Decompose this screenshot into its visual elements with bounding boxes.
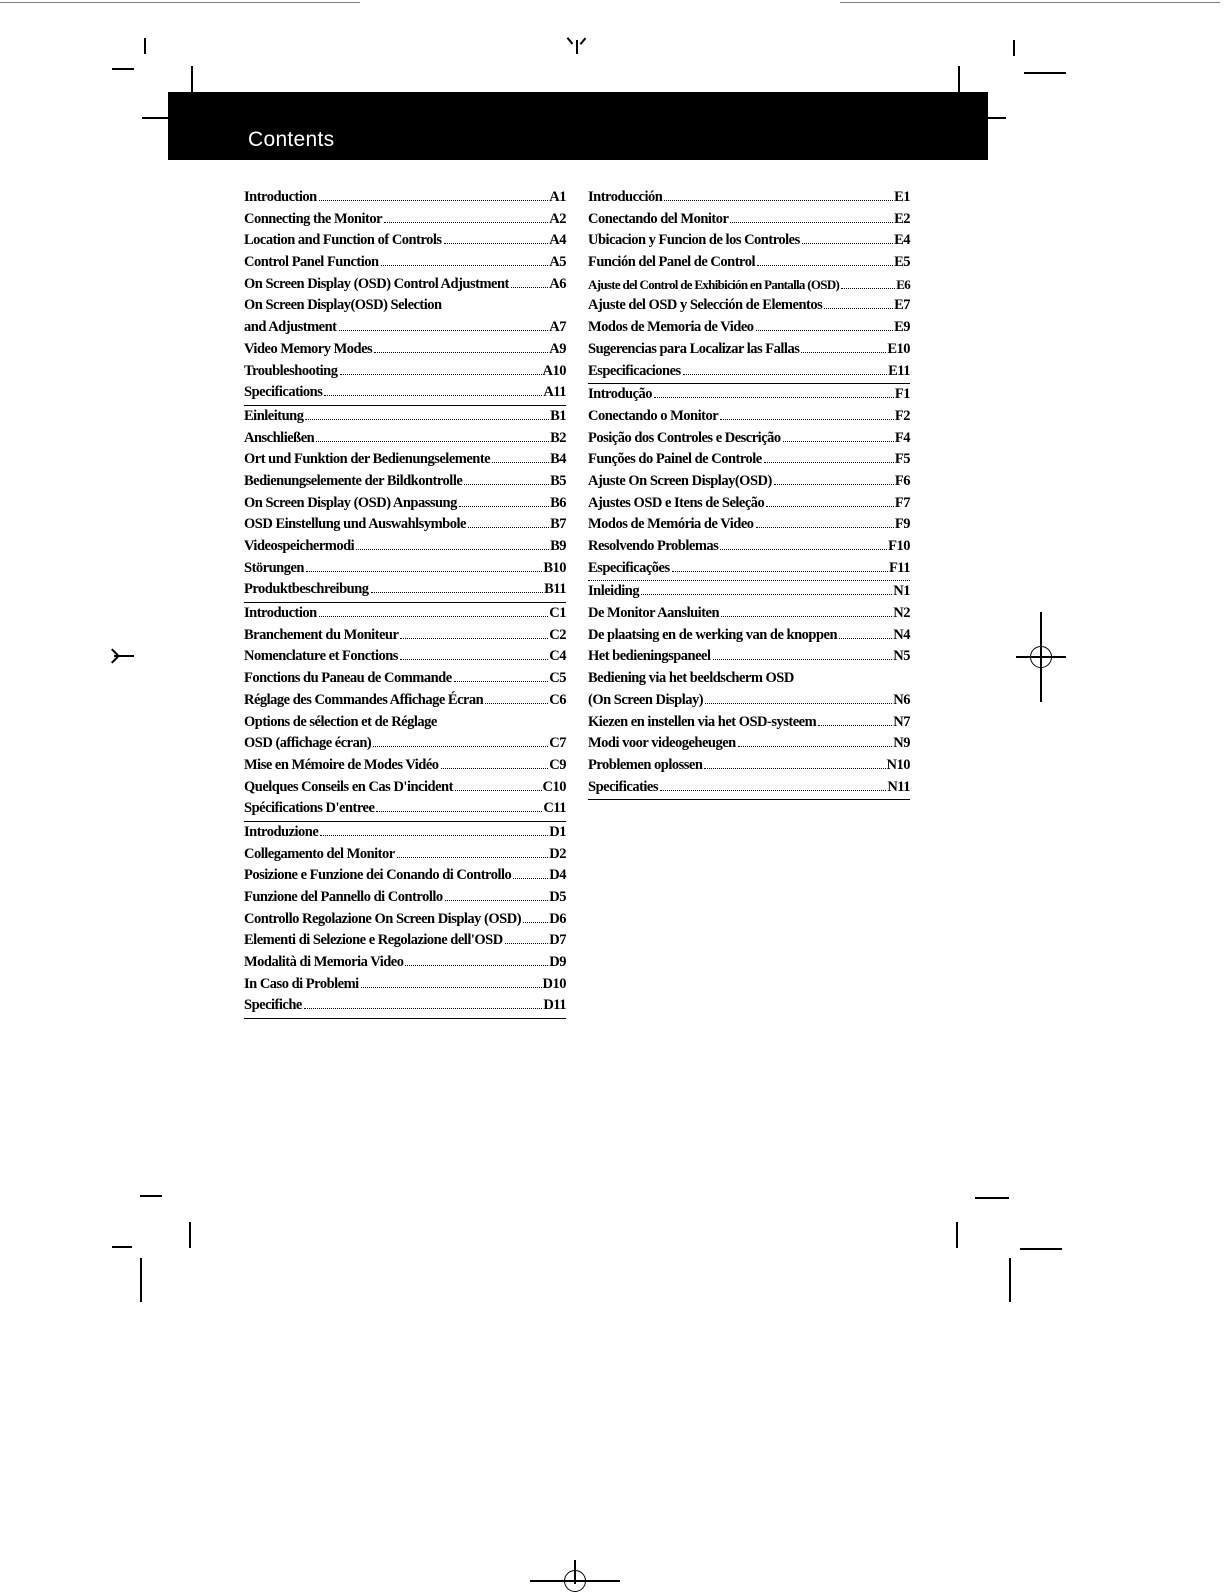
- toc-entry-title: OSD (affichage écran): [244, 735, 372, 752]
- dot-leader: [672, 571, 888, 572]
- dot-leader: [464, 484, 549, 485]
- dot-leader: [683, 374, 887, 375]
- toc-entry-page: E5: [894, 254, 910, 271]
- dot-leader: [664, 200, 893, 201]
- toc-section: [588, 187, 910, 384]
- toc-entry-title: Ajuste del OSD y Selección de Elementos: [588, 297, 823, 314]
- toc-entry-title: Posição dos Controles e Descrição: [588, 429, 781, 446]
- toc-entry-page: B7: [550, 516, 566, 533]
- dot-leader: [705, 703, 892, 704]
- toc-entry-page: E7: [894, 297, 910, 314]
- toc-entry-title: Inleiding: [588, 583, 640, 600]
- toc-entry-page: D7: [549, 932, 566, 949]
- toc-entry-title: Quelques Conseils en Cas D'incident: [244, 778, 453, 795]
- toc-entry-title: Introduzione: [244, 823, 319, 840]
- toc-entry: [588, 471, 910, 493]
- toc-entry: [588, 449, 910, 471]
- toc-entry-title: Bediening via het beeldscherm OSD: [588, 670, 794, 687]
- toc-entry: [244, 382, 566, 404]
- toc-entry: [244, 844, 566, 866]
- page-title: Contents: [248, 128, 335, 151]
- toc-entry-page: A5: [549, 254, 566, 271]
- toc-entry-title: On Screen Display (OSD) Control Adjustment: [244, 275, 509, 292]
- crop-mark: [988, 117, 1006, 119]
- toc-entry-page: N7: [893, 713, 910, 730]
- dot-leader: [454, 681, 549, 682]
- toc-entry-title: Video Memory Modes: [244, 340, 373, 357]
- toc-entry-page: E1: [894, 189, 910, 205]
- toc-entry-page: F4: [894, 429, 910, 446]
- dot-leader: [324, 395, 542, 396]
- toc-entry-title: Elementi di Selezione e Regolazione dell'OSD: [244, 932, 503, 949]
- dot-leader: [397, 857, 549, 858]
- toc-entry-page: E9: [894, 319, 910, 336]
- toc-entry-page: A11: [543, 384, 566, 401]
- toc-entry-page: B4: [550, 451, 566, 468]
- dot-leader: [513, 878, 548, 879]
- crop-mark: [142, 117, 168, 119]
- toc-entry-title: Troubleshooting: [244, 362, 338, 379]
- dot-leader: [381, 265, 549, 266]
- dot-leader: [373, 746, 548, 747]
- toc-entry-title: Modi voor videogeheugen: [588, 735, 736, 752]
- toc-entry-page: N1: [893, 583, 910, 600]
- toc-entry: [588, 317, 910, 339]
- toc-entry: [588, 209, 910, 231]
- dot-leader: [374, 352, 548, 353]
- toc-entry: [588, 558, 910, 580]
- toc-entry-page: E4: [894, 232, 910, 249]
- crop-mark: [975, 1197, 1009, 1199]
- toc-entry: [244, 646, 566, 668]
- toc-entry: [588, 295, 910, 317]
- toc-entry: [244, 777, 566, 799]
- toc-section: [244, 822, 566, 1019]
- toc-entry-title: Controllo Regolazione On Screen Display (OSD): [244, 910, 522, 927]
- dot-leader: [400, 659, 548, 660]
- toc-entry-title: Modos de Memoria de Video: [588, 319, 754, 336]
- toc-entry-page: D10: [542, 975, 566, 992]
- toc-entry-page: B6: [550, 494, 566, 511]
- dot-leader: [713, 659, 893, 660]
- dot-leader: [505, 943, 549, 944]
- toc-entry: [588, 339, 910, 361]
- toc-entry-title: and Adjustment: [244, 319, 337, 336]
- toc-entry: [244, 471, 566, 493]
- dot-leader: [511, 287, 548, 288]
- dot-leader: [523, 922, 548, 923]
- toc-entry-title: Especificaciones: [588, 362, 681, 379]
- toc-entry-page: C10: [542, 778, 566, 795]
- dot-leader: [444, 243, 549, 244]
- toc-entry-page: E2: [894, 210, 910, 227]
- registration-crosshair-right: [1016, 612, 1066, 702]
- toc-left-column: [244, 187, 566, 1019]
- toc-entry-page: D2: [549, 845, 566, 862]
- toc-entry-title: Options de sélection et de Réglage: [244, 713, 437, 730]
- toc-entry-page: A4: [549, 232, 566, 249]
- dot-leader: [305, 419, 549, 420]
- toc-section: [588, 581, 910, 800]
- toc-entry-title: Nomenclature et Fonctions: [244, 648, 398, 665]
- crop-mark: [140, 1195, 162, 1197]
- toc-right-column: [588, 187, 910, 800]
- toc-entry-page: D9: [549, 954, 566, 971]
- toc-entry-title: Fonctions du Paneau de Commande: [244, 670, 452, 687]
- dot-leader: [757, 265, 893, 266]
- toc-entry: [588, 581, 910, 603]
- toc-entry: [244, 406, 566, 428]
- toc-entry-title: Connecting the Monitor: [244, 210, 383, 227]
- toc-entry: [244, 995, 566, 1017]
- toc-entry-page: F7: [894, 494, 910, 511]
- toc-entry-page: N2: [893, 605, 910, 622]
- toc-entry: [244, 822, 566, 844]
- toc-entry: [588, 406, 910, 428]
- dot-leader: [468, 527, 549, 528]
- crop-mark: [144, 38, 146, 54]
- toc-entry: [244, 865, 566, 887]
- toc-entry-title: Conectando del Monitor: [588, 210, 729, 227]
- toc-entry-title: De Monitor Aansluiten: [588, 605, 720, 622]
- toc-entry-title: In Caso di Problemi: [244, 975, 359, 992]
- toc-entry-page: C9: [549, 756, 566, 773]
- dot-leader: [756, 527, 894, 528]
- crop-mark: [958, 66, 960, 92]
- toc-entry-page: N6: [893, 691, 910, 708]
- crop-mark: [112, 68, 134, 70]
- toc-entry-page: N11: [887, 778, 910, 795]
- toc-entry: [588, 668, 910, 690]
- toc-entry-title: (On Screen Display): [588, 691, 704, 708]
- toc-entry-page: N10: [886, 756, 910, 773]
- toc-entry-page: A10: [542, 362, 566, 379]
- toc-entry-title: Kiezen en instellen via het OSD-systeem: [588, 713, 817, 730]
- toc-entry: [244, 252, 566, 274]
- dot-leader: [841, 288, 895, 289]
- toc-entry-title: Sugerencias para Localizar las Fallas: [588, 340, 800, 357]
- toc-entry: [244, 668, 566, 690]
- crop-mark: [0, 2, 360, 3]
- toc-entry: [588, 493, 910, 515]
- dot-leader: [654, 397, 894, 398]
- toc-entry-page: C1: [549, 605, 566, 622]
- toc-section: [244, 187, 566, 406]
- toc-entry: [588, 646, 910, 668]
- toc-entry: [244, 625, 566, 647]
- toc-section: [244, 603, 566, 822]
- toc-entry: [588, 514, 910, 536]
- toc-entry-page: N9: [893, 735, 910, 752]
- toc-entry-page: C2: [549, 626, 566, 643]
- toc-entry-page: A7: [549, 319, 566, 336]
- toc-entry-title: Het bedieningspaneel: [588, 648, 711, 665]
- toc-entry-title: Specifiche: [244, 997, 302, 1014]
- toc-entry-title: De plaatsing en de werking van de knoppen: [588, 626, 838, 643]
- toc-entry-title: Resolvendo Problemas: [588, 538, 719, 554]
- dot-leader: [660, 790, 886, 791]
- crop-mark: [956, 1222, 958, 1248]
- toc-entry: [244, 339, 566, 361]
- toc-entry: [244, 930, 566, 952]
- dot-leader: [774, 484, 894, 485]
- toc-entry: [588, 428, 910, 450]
- toc-entry-title: Störungen: [244, 559, 304, 576]
- crop-mark: [840, 2, 1220, 3]
- toc-entry: [244, 558, 566, 580]
- dot-leader: [319, 200, 549, 201]
- crop-mark: [191, 66, 193, 92]
- toc-entry: [244, 755, 566, 777]
- toc-entry-title: Modalità di Memoria Video: [244, 954, 404, 971]
- toc-entry-title: Modos de Memória de Video: [588, 516, 754, 533]
- toc-entry-page: E6: [896, 276, 910, 292]
- toc-entry: [244, 887, 566, 909]
- toc-section: [244, 406, 566, 603]
- toc-entry-title: On Screen Display (OSD) Anpassung: [244, 494, 457, 511]
- toc-entry-title: Especificações: [588, 559, 670, 576]
- toc-entry-title: Spécifications D'entree: [244, 800, 375, 817]
- toc-entry-page: D1: [549, 823, 566, 840]
- dot-leader: [485, 703, 548, 704]
- toc-entry: [244, 909, 566, 931]
- toc-entry-page: N4: [893, 626, 910, 643]
- toc-entry-title: Ajuste del Control de Exhibición en Pantalla (OSD): [588, 276, 840, 292]
- toc-entry-page: A9: [549, 340, 566, 357]
- toc-entry: [244, 295, 566, 317]
- toc-entry: [244, 209, 566, 231]
- toc-entry-page: F2: [894, 407, 910, 424]
- toc-entry: [588, 755, 910, 777]
- crop-mark: [140, 1258, 142, 1302]
- dot-leader: [764, 462, 894, 463]
- toc-entry-title: Ubicacion y Funcion de los Controles: [588, 232, 800, 249]
- dot-leader: [720, 549, 887, 550]
- toc-entry: [588, 536, 910, 558]
- toc-entry-title: Introdução: [588, 386, 653, 403]
- toc-entry: [588, 252, 910, 274]
- toc-entry-page: F6: [894, 472, 910, 489]
- toc-entry: [244, 579, 566, 601]
- toc-entry-page: D11: [543, 997, 566, 1014]
- toc-entry-page: D6: [549, 910, 566, 927]
- toc-entry: [588, 777, 910, 799]
- header-bar: [168, 92, 988, 160]
- toc-entry: [244, 603, 566, 625]
- toc-entry: [244, 493, 566, 515]
- toc-entry: [588, 733, 910, 755]
- toc-entry: [588, 361, 910, 383]
- registration-mark-left: [108, 646, 134, 666]
- crop-mark: [112, 1246, 132, 1248]
- dot-leader: [756, 330, 894, 331]
- dot-leader: [371, 592, 544, 593]
- toc-entry: [244, 798, 566, 820]
- toc-entry-page: F5: [894, 451, 910, 468]
- toc-entry-page: E10: [887, 340, 910, 357]
- toc-entry: [588, 712, 910, 734]
- toc-entry-page: F9: [894, 516, 910, 533]
- toc-entry-page: B1: [550, 407, 566, 424]
- toc-entry: [588, 603, 910, 625]
- toc-entry: [244, 317, 566, 339]
- toc-entry-page: N5: [893, 648, 910, 665]
- toc-entry-title: Conectando o Monitor: [588, 407, 719, 424]
- toc-entry-title: Funzione del Pannello di Controllo: [244, 889, 443, 905]
- toc-entry: [588, 230, 910, 252]
- toc-entry-title: Ort und Funktion der Bedienungselemente: [244, 451, 491, 468]
- dot-leader: [455, 790, 542, 791]
- toc-entry-page: B2: [550, 429, 566, 446]
- dot-leader: [766, 506, 894, 507]
- toc-entry-page: E11: [888, 362, 910, 379]
- toc-entry-page: B9: [550, 538, 566, 554]
- dot-leader: [492, 462, 549, 463]
- toc-entry-title: Ajustes OSD e Itens de Seleção: [588, 494, 765, 511]
- dot-leader: [304, 1008, 543, 1009]
- toc-entry: [244, 428, 566, 450]
- dot-leader: [361, 987, 542, 988]
- toc-entry-title: Introduction: [244, 605, 317, 622]
- toc-entry-page: C7: [549, 735, 566, 752]
- toc-entry: [588, 690, 910, 712]
- toc-entry: [588, 384, 910, 406]
- toc-entry-page: B10: [543, 559, 566, 576]
- toc-entry-title: On Screen Display(OSD) Selection: [244, 297, 442, 314]
- crop-mark: [1009, 1258, 1011, 1302]
- toc-entry-title: Introducción: [588, 189, 663, 205]
- dot-leader: [320, 835, 548, 836]
- toc-entry-page: F1: [894, 386, 910, 403]
- dot-leader: [720, 419, 894, 420]
- dot-leader: [316, 441, 549, 442]
- toc-entry-title: Branchement du Moniteur: [244, 626, 399, 643]
- toc-entry-page: D4: [549, 867, 566, 884]
- toc-entry-page: A1: [549, 189, 566, 205]
- dot-leader: [738, 746, 893, 747]
- toc-entry: [244, 187, 566, 209]
- toc-entry-title: Videospeichermodi: [244, 538, 355, 554]
- toc-entry-title: Ajuste On Screen Display(OSD): [588, 472, 772, 489]
- toc-entry-title: Specifications: [244, 384, 323, 401]
- toc-entry-title: Specificaties: [588, 778, 659, 795]
- crop-mark: [1013, 40, 1015, 56]
- toc-entry-title: Función del Panel de Control: [588, 254, 755, 271]
- dot-leader: [319, 616, 549, 617]
- toc-entry: [244, 733, 566, 755]
- dot-leader: [400, 638, 548, 639]
- toc-entry-title: Control Panel Function: [244, 254, 379, 271]
- dot-leader: [339, 330, 549, 331]
- dot-leader: [818, 725, 892, 726]
- dot-leader: [306, 571, 542, 572]
- toc-entry-title: Bedienungselemente der Bildkontrolle: [244, 472, 463, 489]
- toc-entry-title: Einleitung: [244, 407, 304, 424]
- toc-entry-title: Location and Function of Controls: [244, 232, 442, 249]
- toc-entry-title: Introduction: [244, 189, 317, 205]
- dot-leader: [356, 549, 549, 550]
- toc-entry-title: OSD Einstellung und Auswahlsymbole: [244, 516, 466, 533]
- toc-entry-page: F10: [888, 538, 910, 554]
- dot-leader: [405, 965, 548, 966]
- toc-entry: [244, 952, 566, 974]
- toc-entry-title: Collegamento del Monitor: [244, 845, 395, 862]
- toc-entry-page: B5: [550, 472, 566, 489]
- toc-section: [588, 384, 910, 581]
- dot-leader: [704, 768, 885, 769]
- toc-entry-title: Réglage des Commandes Affichage Écran: [244, 691, 484, 708]
- registration-mark-top: [566, 34, 588, 56]
- toc-entry-title: Funções do Painel de Controle: [588, 451, 762, 468]
- dot-leader: [384, 222, 548, 223]
- toc-entry-page: C5: [549, 670, 566, 687]
- dot-leader: [839, 638, 892, 639]
- toc-entry-title: Anschließen: [244, 429, 315, 446]
- toc-entry: [244, 449, 566, 471]
- toc-entry: [588, 187, 910, 209]
- toc-entry: [244, 536, 566, 558]
- dot-leader: [802, 243, 893, 244]
- toc-entry-page: B11: [544, 581, 566, 598]
- toc-entry: [244, 274, 566, 296]
- dot-leader: [441, 768, 549, 769]
- dot-leader: [783, 441, 894, 442]
- crop-mark: [1024, 72, 1066, 74]
- toc-entry-title: Problemen oplossen: [588, 756, 703, 773]
- dot-leader: [824, 308, 893, 309]
- toc-entry-title: Posizione e Funzione dei Conando di Controllo: [244, 867, 512, 884]
- toc-entry-page: A2: [549, 210, 566, 227]
- toc-entry-page: C11: [543, 800, 566, 817]
- toc-entry-page: A6: [549, 275, 566, 292]
- dot-leader: [376, 811, 542, 812]
- dot-leader: [459, 506, 549, 507]
- crop-mark: [189, 1222, 191, 1248]
- toc-entry-page: C4: [549, 648, 566, 665]
- toc-entry: [588, 625, 910, 647]
- toc-entry: [244, 361, 566, 383]
- toc-entry-page: D5: [549, 889, 566, 905]
- dot-leader: [340, 374, 542, 375]
- dot-leader: [641, 594, 892, 595]
- dot-leader: [730, 222, 893, 223]
- toc-entry: [244, 230, 566, 252]
- toc-entry-page: F11: [888, 559, 910, 576]
- toc-entry: [244, 712, 566, 734]
- toc-entry-page: C6: [549, 691, 566, 708]
- toc-entry: [244, 514, 566, 536]
- dot-leader: [445, 900, 549, 901]
- toc-entry: [588, 274, 910, 296]
- dot-leader: [721, 616, 892, 617]
- registration-crosshair-bottom: [530, 1556, 620, 1584]
- toc-entry: [244, 690, 566, 712]
- toc-entry-title: Produktbeschreibung: [244, 581, 369, 598]
- toc-entry-title: Mise en Mémoire de Modes Vidéo: [244, 756, 439, 773]
- dot-leader: [801, 352, 886, 353]
- toc-entry: [244, 974, 566, 996]
- crop-mark: [1020, 1248, 1062, 1250]
